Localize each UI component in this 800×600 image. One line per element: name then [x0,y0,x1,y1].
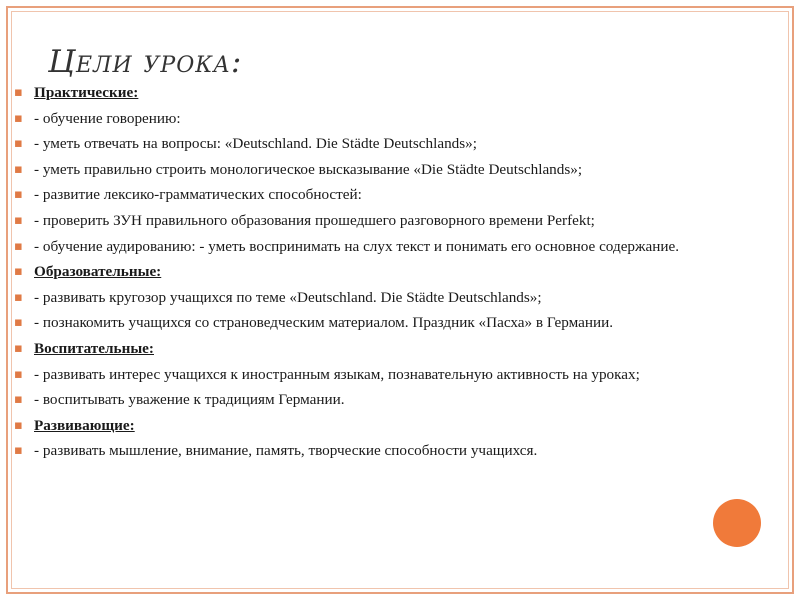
list-item-text: - проверить ЗУН правильного образования прошедшего разговорного времени Perfekt; [34,211,595,229]
list-item [14,289,790,306]
bullet-icon: ▪ [14,161,23,177]
bullet-icon: ▪ [14,315,23,331]
heading-text: Развивающие: [34,416,135,434]
list-item-text: - развивать мышление, внимание, память, творческие способности учащихся. [34,442,538,460]
list-item-text: - развивать кругозор учащихся по теме «Deutschland. Die Städte Deutschlands»; [34,288,542,306]
bullet-icon: ▪ [14,392,23,408]
list-item [14,442,790,459]
list-item [14,212,790,229]
bullet-icon: ▪ [14,136,23,152]
list-item-text: - обучение говорению: [34,109,181,127]
heading-developmental [14,417,790,434]
bullet-icon: ▪ [14,187,23,203]
bullet-icon: ▪ [14,212,23,228]
bullet-icon: ▪ [14,289,23,305]
heading-practical [14,84,790,101]
heading-upbringing [14,340,790,357]
bullet-icon: ▪ [14,340,23,356]
list-item [14,314,790,331]
list-item [14,391,790,408]
bullet-icon: ▪ [14,238,23,254]
list-item [14,110,790,127]
bullet-icon: ▪ [14,443,23,459]
list-item-text: - уметь правильно строить монологическое высказывание «Die Städte Deutschlands»; [34,160,583,178]
list-item [14,238,790,255]
slide-title: Цели урока: [48,44,243,80]
list-item-text: - воспитывать уважение к традициям Германии. [34,391,345,409]
bullet-icon: ▪ [14,110,23,126]
bullet-icon: ▪ [14,417,23,433]
bullet-icon: ▪ [14,264,23,280]
list-item [14,186,790,203]
list-item-text: - развивать интерес учащихся к иностранным языкам, познавательную активность на уроках; [34,365,640,383]
heading-text: Воспитательные: [34,339,154,357]
list-item [14,161,790,178]
bullet-icon: ▪ [14,366,23,382]
heading-educational [14,263,790,280]
decorative-circle [713,499,761,547]
list-item-text: - развитие лексико-грамматических способностей: [34,186,362,204]
list-item-text: - уметь отвечать на вопросы: «Deutschland. Die Städte Deutschlands»; [34,135,477,153]
bullet-icon: ▪ [14,85,23,100]
list-item [14,135,790,152]
heading-text: Образовательные: [34,263,162,281]
list-item [14,366,790,383]
list-item-text: - обучение аудированию: - уметь воспринимать на слух текст и понимать его основное содержание. [34,237,680,255]
heading-text: Практические: [34,84,139,101]
slide-content [14,84,790,468]
list-item-text: - познакомить учащихся со страноведческим материалом. Праздник «Пасха» в Германии. [34,314,614,332]
